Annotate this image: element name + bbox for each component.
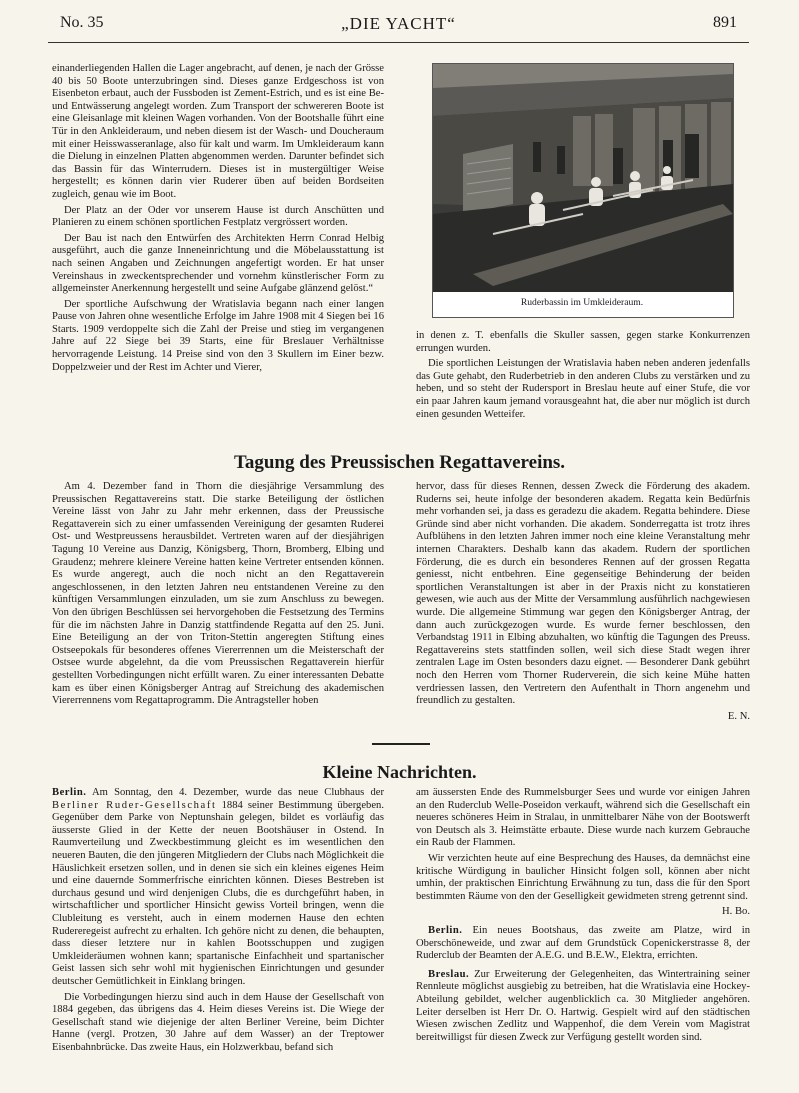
news-text: Ein neues Bootshaus, das zweite am Platze, wird in Oberschöneweide, und zwar auf dem Grundstück Copenickerstrasse 8, der Ruderclub der Beamten der A.E.G. und B.E.W., Elektra, errichten.	[416, 924, 750, 962]
magazine-title: „DIE YACHT“	[341, 14, 456, 33]
news-paragraph: am äussersten Ende des Rummelsburger Sees und wurde vor einigen Jahren an den Ruderclub Welle-Poseidon verkauft, während sich die Gesellschaft ein neueres schöneres Heim in Stralau, in unmittelbarer Nähe von der Bootswerft von Deutsch als 3. Heimstätte erbaute. Diese wurde nach kurzem Gebrauche ein Raub der Flammen.	[416, 787, 750, 849]
news-paragraph: Die Vorbedingungen hierzu sind auch in dem Hause der Gesellschaft von 1884 gegeben, das übrigens das 4. Heim dieses Vereins ist. Die Wiege der Gesellschaft stand wie diejenige der alten Berliner Vereine, beim Dichter Hanne (vergl. Protzen, 30 Jahre auf dem Wasser) an der Treptower Eisenbahnbrücke. Das zweite Haus, ein Holzwerkbau, befand sich	[52, 991, 384, 1053]
news-signature: H. Bo.	[722, 906, 750, 918]
news-paragraph: Wir verzichten heute auf eine Besprechung des Hauses, da demnächst eine kritische Würdigung in baulicher Hinsicht folgen soll, können aber nicht umhin, der praktischen Einrichtung Erwähnung zu tun, dass die für den Sport bestimmten Räume von den der Geselligkeit gewidmeten streng getrennt sind.	[416, 852, 750, 902]
news-place: Berlin.	[428, 924, 463, 936]
article3-right-column	[416, 787, 750, 1047]
article1-paragraph: einanderliegenden Hallen die Lager angebracht, auf denen, je nach der Grösse 40 bis 50 Boote unterzubringen sind. Dieses ganze Erdgeschoss ist von Eisenbeton erbaut, auch der Fussboden ist Zement-Estrich, und es ist eine Be- und Entwässerung angelegt worden. Zum Transport der schwereren Boote ist eine Gleisanlage mit kleinen Wagen vorhanden. Von der Bootshalle führt eine Tür in den Ankleideraum, und neben diesem ist der Wasch- und Doucheraum mit einer Heisswasseranlage, also für kalt und warm. Im Umkleideraum kann die Dielung in einzelnen Platten abgenommen werden. Darunter befindet sich das Bassin für das Winterrudern. Dieses ist in mustergültiger Weise hergestellt; es können darin vier Ruderer üben auf beiden Bordseiten zugleich, genau wie im Boot.	[52, 63, 384, 200]
article1-paragraph: Der sportliche Aufschwung der Wratislavia begann nach einer langen Pause von Jahren ohne wesentliche Erfolge im Jahre 1908 mit 4 Siegen bei 16 Starts. 1909 verdoppelte sich die Zahl der Preise und stieg im vergangenen Jahre auf 22 Siege bei 39 Starts, eine für Breslauer Verhältnisse hervorragende Leistung. 14 Preise sind von den 3 Skullern im Einer bezw. Doppelzweier und der Rest im Achter und Vierer,	[52, 298, 384, 373]
page-header	[60, 14, 737, 40]
club-name: Berliner Ruder-Gesellschaft	[52, 799, 217, 811]
photo-caption: Ruderbassin im Umkleideraum.	[520, 297, 644, 308]
article1-right-column	[416, 330, 750, 424]
rowing-basin-illustration	[433, 64, 733, 292]
article1-paragraph: in denen z. T. ebenfalls die Skuller sassen, gegen starke Konkurrenzen errungen wurden.	[416, 330, 750, 354]
issue-number: No. 35	[60, 14, 104, 31]
article1-paragraph: Die sportlichen Leistungen der Wratislavia haben neben anderen jedenfalls das Gute gehabt, den Ruderbetrieb in den anderen Clubs zu verstärken und zu heben, und so steht der Rudersport in Breslau heute auf einer Stufe, die vor ein paar Jahren kaum jemand vorausgeahnt hat, die aber nur möglich ist durch einen gesunden Wetteifer.	[416, 358, 750, 420]
article2-right-column	[416, 481, 750, 726]
article1-paragraph: Der Platz an der Oder vor unserem Hause ist durch Anschütten und Planieren zu einem schönen sportlichen Festplatz vergrössert worden.	[52, 204, 384, 229]
header-rule	[48, 42, 749, 43]
article1-paragraph: Der Bau ist nach den Entwürfen des Architekten Herrn Conrad Helbig ausgeführt, auch die ganze Inneneinrichtung und die Möbelausstattung ist nach seinen Angaben und Zeichnungen angefertigt worden. Er hat unser Vereinshaus in zweckentsprechender und vornehm künstlerischer Form zu allgemeinster Anerkennung hergestellt und seine Aufgabe glänzend gelöst.“	[52, 232, 384, 295]
page-number: 891	[713, 14, 737, 31]
article2-paragraph: Am 4. Dezember fand in Thorn die diesjährige Versammlung des Preussischen Regattavereins statt. Die starke Beteiligung der östlichen Vereine lässt von Jahr zu Jahr mehr erkennen, dass der Preussische Regattaverein sich zu einer umfassenden Vereinigung der gesamten Ruderei Ost- und Westpreussens herausbildet. Vertreten waren auf der diesjährigen Tagung 10 Vereine aus Danzig, Königsberg, Thorn, Bromberg, Elbing und Graudenz; mehrere kleinere Vereine hatten keine Vertreter entsenden können. Es wurde angeregt, auch die noch nicht an den Regattaverein angeschlossenen, in den letzten Jahren neu entstandenen Vereine zu den künftigen Versammlungen einzuladen, um sie zum Anschluss zu bewegen. Von den übrigen Beschlüssen sei hervorgehoben die Festsetzung des Termins für die im nächsten Jahre in Danzig stattfindende Regatta auf den 25. Juni. Eine Beteiligung an der von Triton-Stettin angeregten Stiftung eines Ostseepokals für besonderes offenes Viererrennen um die Meisterschaft der Ostsee wurde abgelehnt, da die vom Preussischen Regattaverein hierfür gestellten Vorbedingungen nicht erfüllt waren. Zu einer interessanten Debatte kam es über einen Königsberger Antrag auf Streichung des akademischen Viererrennens vom Regattaprogramm. Die Antragsteller hoben	[52, 481, 384, 707]
article2-title: Tagung des Preussischen Regattavereins.	[233, 452, 566, 473]
article3-left-column	[52, 787, 384, 1057]
article2-left-column	[52, 481, 384, 711]
article1-left-column	[52, 63, 384, 377]
article3-title: Kleine Nachrichten.	[322, 762, 477, 782]
news-place: Breslau.	[428, 968, 470, 980]
article2-signature: E. N.	[727, 710, 750, 722]
article2-paragraph: hervor, dass für dieses Rennen, dessen Zweck die Förderung des akadem. Ruderns sei, heute infolge der besonderen akadem. Regatta kein Bedürfnis mehr vorhanden sei, ja dass es geradezu die akadem. Regatta behindere. Diese Gründe sind aber nicht vorhanden. Die akadem. Sonderregatta ist trotz ihres Aufblühens in den letzten Jahren immer noch eine kleine Veranstaltung mehr internen Charakters. Deshalb kann das akadem. Rudern der sportlichen Förderung, die es durch ein besonderes Rennen auf der grossen Regatta geniesst, nicht entbehren. Eine gegenseitige Behinderung der beiden sportlichen Veranstaltungen ist aber in der Praxis nicht zu konstatieren gewesen, wie auch aus der Mitte der Versammlung ausführlich nachgewiesen wurde. Die allgemeine Stimmung war gegen den Königsberger Antrag, der dann auch zurückgezogen wurde. Es wurde ferner beschlossen, den Verbandstag 1911 in Elbing abzuhalten, wo künftig die Tagungen des Preuss. Regattavereins stets stattfinden sollen, weil sich diese Stadt wegen ihrer zentralen Lage im Osten besonders dazu eignet. — Besonderer Dank gebührt noch den Herren vom Thorner Ruderverein, die sich keine Mühe hatten verdriessen lassen, den Vertretern den Aufenthalt in Thorn angenehm und freundlich zu gestalten.	[416, 481, 750, 707]
news-text: Am Sonntag, den 4. Dezember, wurde das neue Clubhaus der	[92, 787, 384, 798]
news-text: Zur Erweiterung der Gelegenheiten, das Wintertraining seiner Rennleute möglichst ausgiebig zu betreiben, hat die Wratislavia eine Hockey-Abteilung gebildet, welcher augenblicklich ca. 30 Mitglieder angehören. Leiter derselben ist Herr Dr. O. Hartwig. Gespielt wird auf den städtischen Wiesen zwischen Zedlitz und Wappenhof, die dem Verein vom Magistrat bereitwilligst für diesen Zweck zur Verfügung gestellt worden sind.	[416, 968, 750, 1043]
news-place: Berlin.	[52, 787, 87, 798]
news-text: 1884 seiner Bestimmung übergeben. Gegenüber dem Parke von Neptunshain gelegen, bildet es vorläufig das äusserste Glied in der Kette der neuen Bootshäuser in Ostend. In Raumverteilung und Zweckbestimmung gleicht es im wesentlichen den neueren Bauten, die den jüngeren Mitgliedern der Clubs nach Möglichkeit die Häuslichkeit ersetzen sollen, und in denen sie sich ein kleines eigenes Heim und eine dauernde Sommerfrische einrichten können. Dieses Bestreben ist durchaus gesund und wird denjenigen Clubs, die es durchgeführt haben, in wirtschaftlicher und sportlicher Hinsicht gewiss Vorteil bringen, wenn die Clubleitung es versteht, auch in einem modernen Hause den echten Rudereregeist aufrecht zu erhalten. Ich gehöre nicht zu denen, die behaupten, dass dieser letztere nur in kahlen Bootsschuppen und zugigen Umkleideräumen wohnen kann; spartanische Einfachheit und spartanischer Geist lassen sich sehr wohl mit hygienischen Einrichtungen und gesunder deutscher Gemütlichkeit in Einklang bringen.	[52, 799, 384, 987]
section-divider	[372, 743, 430, 745]
rowing-basin-photo	[432, 63, 734, 318]
